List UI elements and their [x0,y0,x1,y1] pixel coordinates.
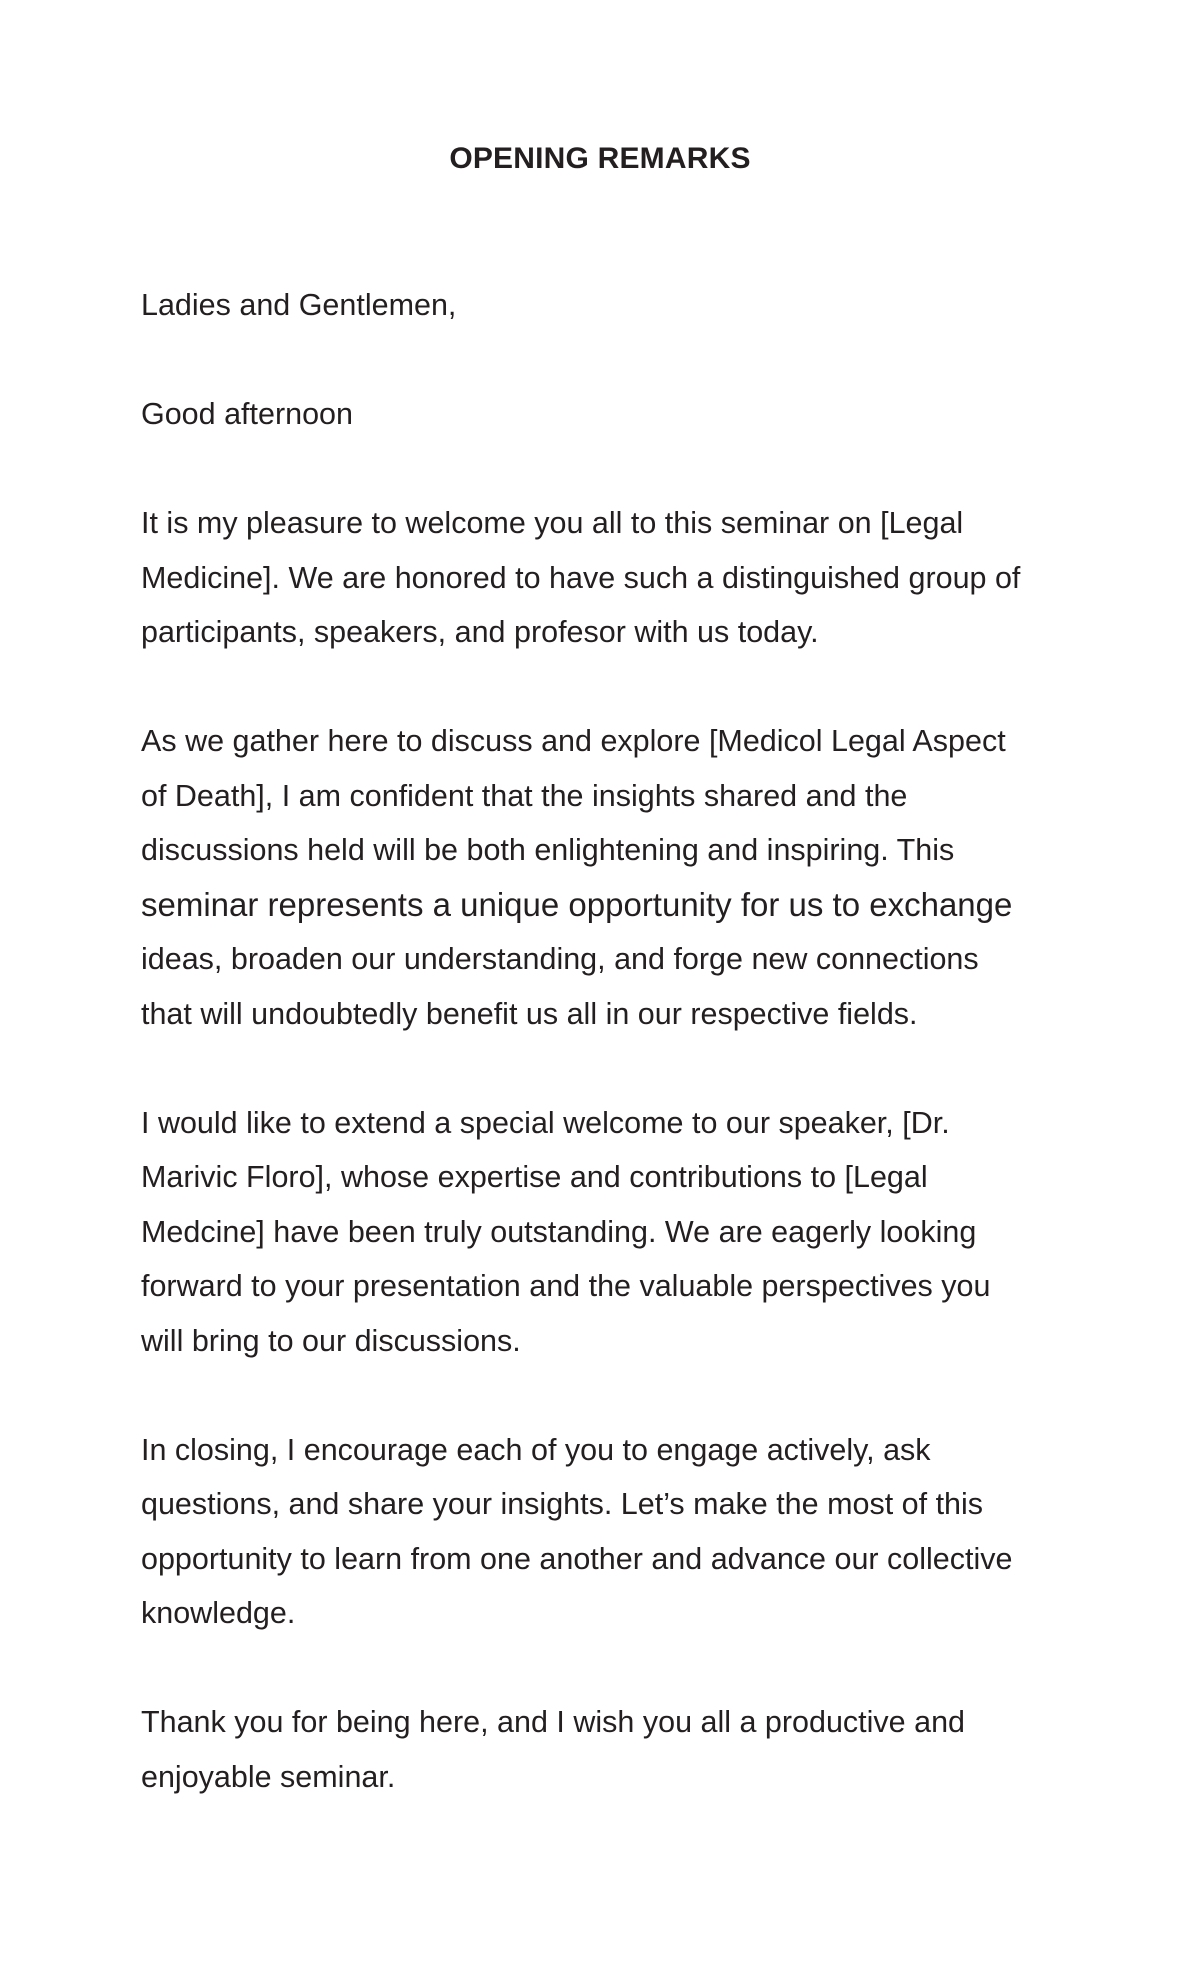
paragraph-line: Marivic Floro], whose expertise and contributions to [Legal [141,1160,928,1194]
paragraph-line: Medicine]. We are honored to have such a distinguished group of [141,560,1021,595]
paragraph-line: questions, and share your insights. Let’s make the most of this [141,1487,984,1521]
paragraph-line: participants, speakers, and profesor with us today. [141,615,819,649]
paragraph-line: ideas, broaden our understanding, and forge new connections [141,942,979,976]
paragraph-line: enjoyable seminar. [141,1759,396,1794]
paragraph-line: of Death], I am confident that the insights shared and the [141,778,908,813]
document-title: OPENING REMARKS [449,142,751,175]
salutation-line: Good afternoon [141,397,353,431]
paragraph-thanks [141,1695,1076,1804]
paragraph-line: In closing, I encourage each of you to engage actively, ask [141,1432,931,1467]
paragraph-line: It is my pleasure to welcome you all to this seminar on [Legal [141,506,964,540]
paragraph-welcome [141,496,1076,660]
greeting [141,278,1076,333]
paragraph-line: knowledge. [141,1596,296,1630]
salutation [141,387,1076,442]
paragraph-line: will bring to our discussions. [141,1323,521,1358]
paragraph-line: As we gather here to discuss and explore [Medicol Legal Aspect [141,724,1006,758]
paragraph-line: seminar represents a unique opportunity for us to exchange [141,885,1013,923]
document-body [141,278,1076,1859]
paragraph-line: that will undoubtedly benefit us all in our respective fields. [141,996,918,1031]
paragraph-closing [141,1423,1076,1641]
greeting-line: Ladies and Gentlemen, [141,288,457,322]
paragraph-line: forward to your presentation and the valuable perspectives you [141,1269,991,1303]
paragraph-topic [141,714,1076,1041]
paragraph-line: Medcine] have been truly outstanding. We are eagerly looking [141,1214,977,1249]
paragraph-line: I would like to extend a special welcome to our speaker, [Dr. [141,1105,950,1140]
paragraph-line: discussions held will be both enlightening and inspiring. This [141,833,955,867]
paragraph-speaker [141,1096,1076,1369]
paragraph-line: Thank you for being here, and I wish you all a productive and [141,1705,966,1739]
paragraph-line: opportunity to learn from one another and advance our collective [141,1541,1013,1576]
